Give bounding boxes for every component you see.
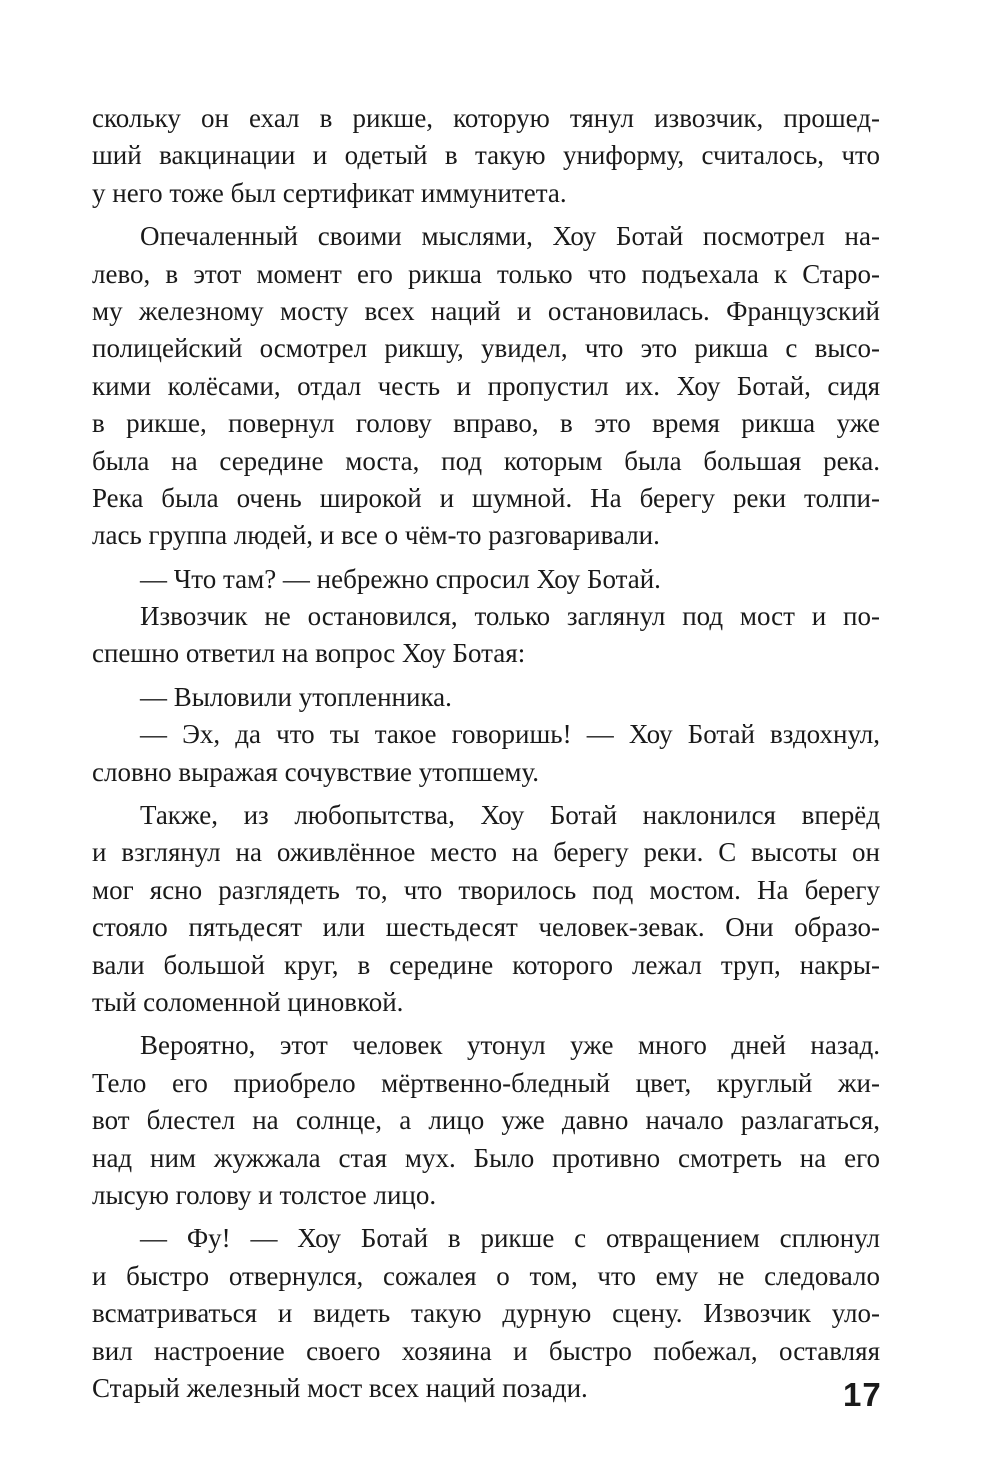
text-line: Вероятно, этот человек утонул уже много дней назад. (140, 1030, 880, 1061)
text-line: у него тоже был сертификат иммунитета. (92, 177, 567, 208)
text-line: вали большой круг, в середине которого лежал труп, накры- (92, 949, 880, 980)
text-line: была на середине моста, под которым была большая река. (92, 445, 880, 476)
text-line: и взглянул на оживлённое место на берегу реки. С высоты он (92, 837, 880, 868)
page-text (92, 100, 880, 1407)
paragraph (92, 561, 880, 598)
paragraph (92, 716, 880, 791)
text-line: тый соломенной циновкой. (92, 986, 404, 1017)
text-line: скольку он ехал в рикше, которую тянул извозчик, прошед- (92, 103, 880, 133)
paragraph (92, 598, 880, 673)
text-line: лась группа людей, и все о чём-то разговаривали. (92, 520, 660, 551)
text-line: — Выловили утопленника. (140, 681, 452, 712)
text-line: мог ясно разглядеть то, что творилось под мостом. На берегу (92, 874, 880, 905)
text-line: стояло пятьдесят или шестьдесят человек-зевак. Они образо- (92, 912, 880, 943)
text-line: — Фу! — Хоу Ботай в рикше с отвращением сплюнул (140, 1223, 880, 1254)
text-line: спешно ответил на вопрос Хоу Ботая: (92, 638, 526, 669)
text-line: Также, из любопытства, Хоу Ботай наклонился вперёд (140, 800, 880, 831)
text-line: словно выражая сочувствие утопшему. (92, 756, 540, 787)
text-line: Опечаленный своими мыслями, Хоу Ботай посмотрел на- (140, 221, 880, 252)
text-line: Старый железный мост всех наций позади. (92, 1372, 588, 1403)
paragraph (92, 679, 880, 716)
text-line: Река была очень широкой и шумной. На берегу реки толпи- (92, 482, 880, 513)
text-line: му железному мосту всех наций и остановилась. Французский (92, 295, 880, 326)
paragraph (92, 100, 880, 212)
text-line: лысую голову и толстое лицо. (92, 1179, 437, 1210)
text-line: ший вакцинации и одетый в такую униформу, считалось, что (92, 140, 880, 171)
text-line: — Что там? — небрежно спросил Хоу Ботай. (140, 563, 661, 594)
paragraph (92, 797, 880, 1021)
text-line: лево, в этот момент его рикша только что подъехала к Старо- (92, 258, 880, 289)
paragraph (92, 218, 880, 555)
text-line: всматриваться и видеть такую дурную сцену. Извозчик уло- (92, 1298, 880, 1329)
text-line: вил настроение своего хозяина и быстро побежал, оставляя (92, 1335, 880, 1366)
paragraph (92, 1220, 880, 1407)
text-line: над ним жужжала стая мух. Было противно смотреть на его (92, 1142, 880, 1173)
text-line: полицейский осмотрел рикшу, увидел, что это рикша с высо- (92, 333, 880, 364)
text-line: — Эх, да что ты такое говоришь! — Хоу Ботай вздохнул, (140, 719, 880, 750)
page-number: 17 (843, 1376, 882, 1413)
text-line: и быстро отвернулся, сожалея о том, что ему не следовало (92, 1260, 880, 1291)
text-line: кими колёсами, отдал честь и пропустил их. Хоу Ботай, сидя (92, 370, 880, 401)
paragraph (92, 1027, 880, 1214)
text-line: в рикше, повернул голову вправо, в это время рикша уже (92, 408, 880, 439)
text-line: вот блестел на солнце, а лицо уже давно начало разлагаться, (92, 1105, 880, 1136)
text-line: Извозчик не остановился, только заглянул под мост и по- (140, 601, 880, 632)
text-line: Тело его приобрело мёртвенно-бледный цвет, круглый жи- (92, 1067, 880, 1098)
